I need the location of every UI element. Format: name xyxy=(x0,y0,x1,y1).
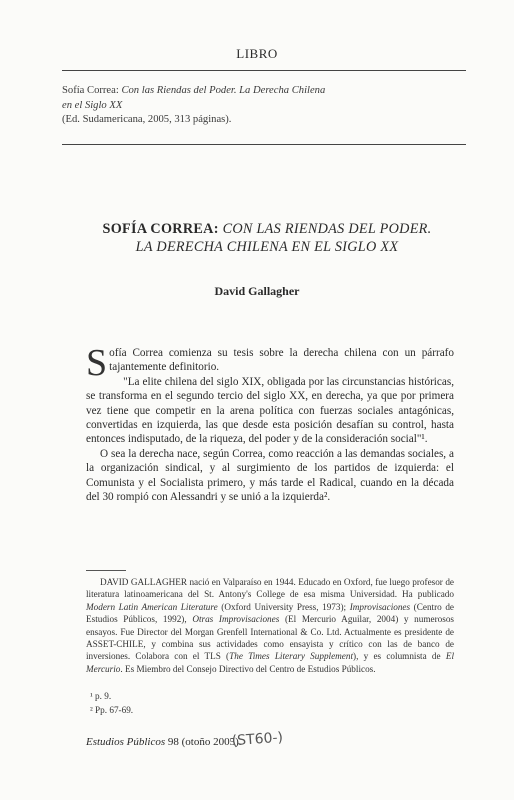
paragraph-3: O sea la derecha nace, según Correa, como reacción a las demandas sociales, a la organización sindical, y al surgimiento de los partidos de izquierda: el Comunista y el Socialista primero, y más tarde el Radical, cuando en la década del 30 rompió con Alessandri y se unió a la izquierda². xyxy=(86,447,454,504)
footnote-rule xyxy=(86,570,126,571)
header-rule xyxy=(62,70,466,71)
footnote-2: ² Pp. 67-69. xyxy=(90,705,134,715)
reference-line-1: Sofía Correa: Con las Riendas del Poder. La Derecha Chilena xyxy=(62,85,326,96)
article-title: SOFÍA CORREA: CON LAS RIENDAS DEL PODER. LA DERECHA CHILENA EN EL SIGLO XX xyxy=(102,221,432,255)
book-reference xyxy=(62,84,472,128)
footnote-1: ¹ p. 9. xyxy=(90,691,112,701)
author-name: David Gallagher xyxy=(214,284,300,298)
drop-cap: S xyxy=(86,342,108,384)
journal-name: Estudios Públicos xyxy=(86,736,166,748)
journal-issue: 98 (otoño 2005). xyxy=(165,736,242,748)
section-header: LIBRO xyxy=(236,46,278,61)
reference-line-2: en el Siglo XX xyxy=(62,99,123,111)
reference-rule xyxy=(62,144,466,145)
paragraph-1: Sofía Correa comienza su tesis sobre la derecha chilena con un párrafo tajantemente definitorio. xyxy=(86,342,454,384)
body-text xyxy=(86,342,454,504)
handwritten-stamp: (ST60-) xyxy=(231,729,284,750)
paragraph-2: "La elite chilena del siglo XIX, obligada por las circunstancias históricas, se transforma en el segundo tercio del siglo XX, en derecha, ya que por primera vez tiene que competir en la arena política con fuerzas sociales antagónicas, convertidas en izquierda, las que desde esta posición desafían su control, hasta entonces indisputado, de la riqueza, del poder y de la consideración social"¹. xyxy=(86,375,454,446)
reference-line-3: (Ed. Sudamericana, 2005, 313 páginas). xyxy=(62,114,232,125)
author-bio: DAVID GALLAGHER nació en Valparaíso en 1944. Educado en Oxford, fue luego profesor de literatura latinoamericana del St. Antony's College de esa misma Universidad. Ha publicado Modern Latin American Literature (Oxford University Press, 1973); Improvisaciones (Centro de Estudios Públicos, 1992), Otras Improvisaciones (El Mercurio Aguilar, 2004) y numerosos ensayos. Fue Director del Morgan Grenfell International & Co. Ltd. Actualmente es presidente de ASSET-CHILE, y combina sus actividades como ensayista y crítico con las de banco de inversiones. Colabora con el TLS (The Times Literary Supplement), y es columnista de El Mercurio. Es Miembro del Consejo Directivo del Centro de Estudios Públicos. xyxy=(86,577,454,674)
